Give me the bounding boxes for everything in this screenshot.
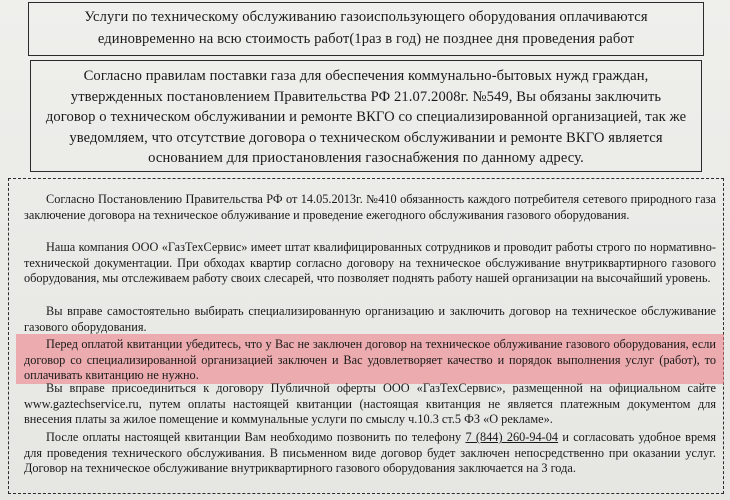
paragraph-company — [24, 240, 716, 287]
contact-text-before: После оплаты настоящей квитанции Вам необходимо позвонить по телефону — [46, 430, 466, 444]
paragraph-offer-text: Вы вправе присоединиться к договору Публичной оферты ООО «ГазТехСервис», размещенной на официальном сайте www.gaztechservice.ru, путем оплаты настоящей квитанции (настоящая квитанция не является платежным документом для внесения платы за жилое помещение и коммунальные услуги по смыслу ч.10.3 ст.5 ФЗ «О рекламе». — [24, 381, 716, 427]
paragraph-contact-text — [24, 430, 716, 477]
payment-terms-line-1: Услуги по техническому обслуживанию газоиспользующего оборудования оплачиваются — [84, 9, 648, 25]
paragraph-contact — [24, 430, 716, 477]
payment-terms-text — [40, 6, 692, 50]
paragraph-regulation — [24, 192, 716, 223]
legal-notice-line-5: основанием для приостановления газоснабжения по данному адресу. — [148, 150, 584, 166]
payment-terms-line-2: единовременно на всю стоимость работ(1раз в год) не позднее дня проведения работ — [97, 31, 635, 47]
paragraph-choice-text: Вы вправе самостоятельно выбирать специализированную организацию и заключить договор на техническое обслуживание газового оборудования. — [24, 304, 716, 334]
legal-notice-line-3: договор о техническом обслуживании и ремонте ВКГО со специализированной организацией, так же — [45, 109, 687, 125]
legal-notice-line-4: уведомляем, что отсутствие договора о техническом обслуживании и ремонте ВКГО является — [69, 129, 663, 146]
legal-notice-text — [40, 66, 692, 169]
paragraph-regulation-text: Согласно Постановлению Правительства РФ от 14.05.2013г. №410 обязанность каждого потребителя сетевого природного газа заключение договора на техническое облуживание и проведение ежегодного обслуживания газового оборудования. — [24, 192, 716, 222]
paragraph-public-offer — [24, 381, 716, 428]
paragraph-highlighted-warning — [24, 337, 716, 384]
paragraph-choice — [24, 304, 716, 335]
paragraph-company-text: Наша компания ООО «ГазТехСервис» имеет штат квалифицированных сотрудников и проводит работы строго по нормативно-технической документации. При обходах квартир согласно договору на техническое обслуживание внутриквартирного газового оборудования, мы отслеживаем работу своих слесарей, что позволяет поднять работу нашей организации на высочайший уровень. — [24, 240, 716, 286]
legal-notice-line-2: утвержденных постановлением Правительства РФ 21.07.2008г. №549, Вы обязаны заключить — [70, 88, 662, 105]
legal-notice-line-1: Согласно правилам поставки газа для обеспечения коммунально-бытовых нужд граждан, — [83, 68, 649, 84]
phone-number: 7 (844) 260-94-04 — [465, 430, 559, 444]
contact-text-after: и согласовать удобное время для проведения технического обслуживания. В письменном виде договор будет заключен непосредственно при оказании услуг. Договор на техническое обслуживание внутриквартирного газового оборудования заключается на 3 года. — [24, 430, 717, 476]
paragraph-warning-text: Перед оплатой квитанции убедитесь, что у Вас не заключен договор на техническое облуживание газового оборудования, если договор со специализированной организацией заключен и Вас удовлетворяет качество и порядок выполнения услуг (работ), то оплачивать квитанцию не нужно. — [24, 337, 716, 383]
